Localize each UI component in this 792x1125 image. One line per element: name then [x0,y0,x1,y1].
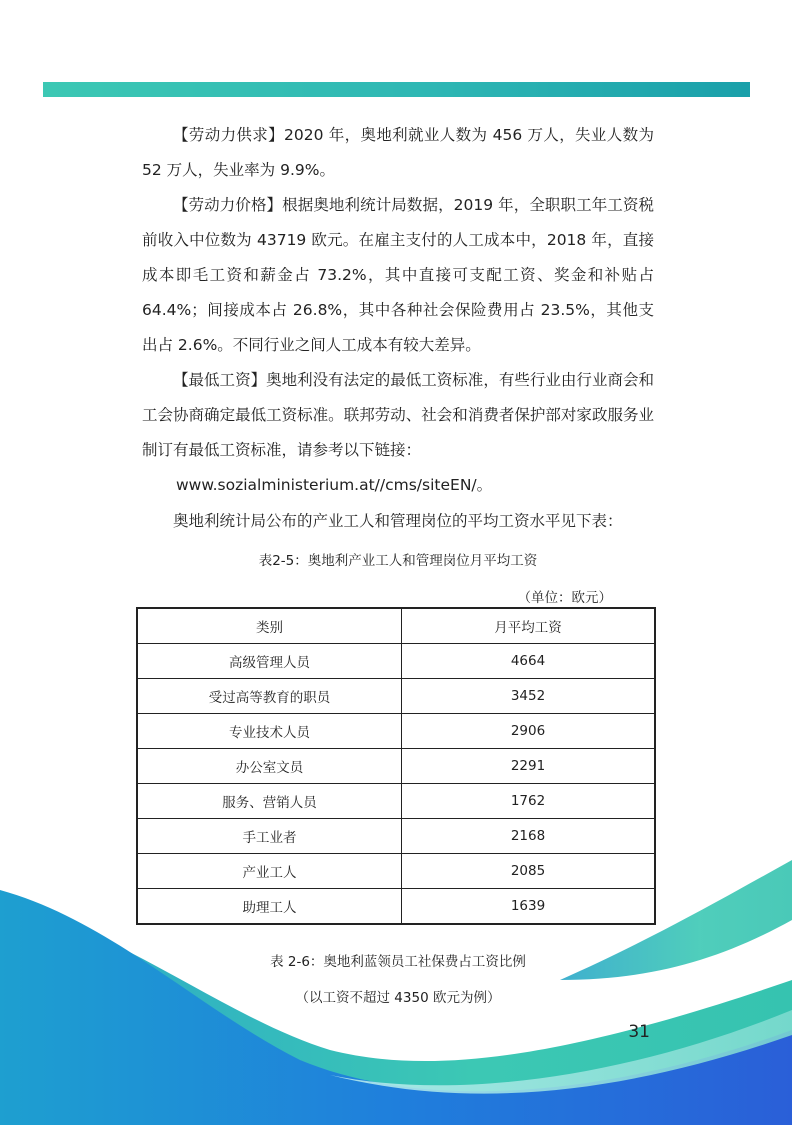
table-2-6-subcaption: （以工资不超过 4350 欧元为例） [295,990,501,1006]
table-row [137,714,655,749]
wage-cell: 1762 [402,784,656,819]
wage-cell: 2085 [402,854,656,889]
wage-cell: 2906 [402,714,656,749]
labor-supply-paragraph: 【劳动力供求】2020 年，奥地利就业人数为 456 万人，失业人数为 52 万人，失业率为 9.9%。 [142,126,654,179]
table-unit-label: （单位：欧元） [517,590,612,606]
table-row [137,819,655,854]
table-row [137,784,655,819]
wage-table-intro: 奥地利统计局公布的产业工人和管理岗位的平均工资水平见下表： [173,512,623,530]
column-header-monthly-wage: 月平均工资 [402,608,656,644]
table-row [137,679,655,714]
header-accent-bar [43,82,750,97]
category-cell: 服务、营销人员 [137,784,402,819]
column-header-category: 类别 [137,608,402,644]
category-cell: 高级管理人员 [137,644,402,679]
wage-cell: 3452 [402,679,656,714]
wage-cell: 4664 [402,644,656,679]
wage-cell: 2291 [402,749,656,784]
category-cell: 助理工人 [137,889,402,925]
category-cell: 手工业者 [137,819,402,854]
wage-cell: 2168 [402,819,656,854]
category-cell: 产业工人 [137,854,402,889]
table-row [137,644,655,679]
labor-price-paragraph: 【劳动力价格】根据奥地利统计局数据，2019 年，全职职工年工资税前收入中位数为 43719 欧元。在雇主支付的人工成本中，2018 年，直接成本即毛工资和薪金占 73.2%，其中直接可支配工资、奖金和补贴占 64.4%；间接成本占 26.8%，其中各种社会保险费用占 23.5%，其他支出占 2.6%。不同行业之间人工成本有较大差异。 [142,196,654,354]
page-number: 31 [628,1022,650,1042]
table-2-6-caption: 表 2-6：奥地利蓝领员工社保费占工资比例 [270,954,526,970]
table-header-row [137,608,655,644]
category-cell: 办公室文员 [137,749,402,784]
wage-cell: 1639 [402,889,656,925]
category-cell: 专业技术人员 [137,714,402,749]
table-2-5-caption: 表2-5：奥地利产业工人和管理岗位月平均工资 [258,553,538,569]
category-cell: 受过高等教育的职员 [137,679,402,714]
table-row [137,749,655,784]
ministry-link[interactable]: www.sozialministerium.at/​/cms/siteEN/。 [176,476,493,494]
minimum-wage-paragraph: 【最低工资】奥地利没有法定的最低工资标准，有些行业由行业商会和工会协商确定最低工资标准。联邦劳动、社会和消费者保护部对家政服务业制订有最低工资标准，请参考以下链接： [142,371,654,459]
